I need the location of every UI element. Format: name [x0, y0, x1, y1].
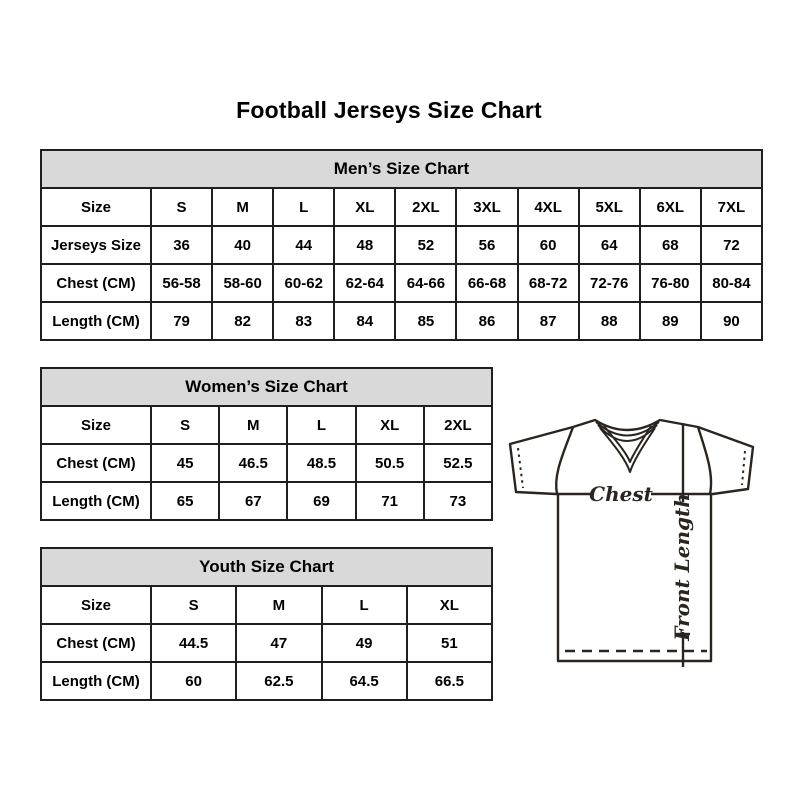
- size-value-cell: 51: [407, 624, 492, 662]
- size-value-cell: 64.5: [322, 662, 407, 700]
- mens-table-title: Men’s Size Chart: [41, 150, 762, 188]
- row-label: Size: [41, 406, 151, 444]
- table-header-row: [41, 548, 492, 586]
- page-title: Football Jerseys Size Chart: [236, 97, 542, 123]
- size-value-cell: 72-76: [579, 264, 640, 302]
- size-value-cell: 84: [334, 302, 395, 340]
- womens-table-title: Women’s Size Chart: [41, 368, 492, 406]
- size-value-cell: 49: [322, 624, 407, 662]
- size-value-cell: 76-80: [640, 264, 701, 302]
- row-label: Chest (CM): [41, 624, 151, 662]
- row-label: Length (CM): [41, 482, 151, 520]
- size-value-cell: 85: [395, 302, 456, 340]
- size-value-cell: 79: [151, 302, 212, 340]
- size-value-cell: 47: [236, 624, 321, 662]
- table-row: [41, 302, 762, 340]
- size-value-cell: 6XL: [640, 188, 701, 226]
- size-value-cell: 48: [334, 226, 395, 264]
- size-value-cell: 65: [151, 482, 219, 520]
- size-value-cell: 68-72: [518, 264, 579, 302]
- size-value-cell: 7XL: [701, 188, 762, 226]
- size-value-cell: 56: [456, 226, 517, 264]
- size-value-cell: 36: [151, 226, 212, 264]
- size-value-cell: 87: [518, 302, 579, 340]
- table-header-row: [41, 150, 762, 188]
- size-value-cell: M: [212, 188, 273, 226]
- size-value-cell: 86: [456, 302, 517, 340]
- size-value-cell: 72: [701, 226, 762, 264]
- front-length-label: Front Length: [670, 493, 694, 641]
- armhole-seam-right: [698, 427, 711, 494]
- size-value-cell: 40: [212, 226, 273, 264]
- size-value-cell: 56-58: [151, 264, 212, 302]
- table-row: [41, 662, 492, 700]
- size-value-cell: S: [151, 188, 212, 226]
- size-value-cell: 48.5: [287, 444, 355, 482]
- size-value-cell: 50.5: [356, 444, 424, 482]
- size-value-cell: 64: [579, 226, 640, 264]
- size-value-cell: 58-60: [212, 264, 273, 302]
- size-value-cell: 82: [212, 302, 273, 340]
- size-value-cell: 52.5: [424, 444, 492, 482]
- size-value-cell: 90: [701, 302, 762, 340]
- size-value-cell: 67: [219, 482, 287, 520]
- size-value-cell: 5XL: [579, 188, 640, 226]
- row-label: Chest (CM): [41, 444, 151, 482]
- size-value-cell: 88: [579, 302, 640, 340]
- row-label: Jerseys Size: [41, 226, 151, 264]
- size-value-cell: 3XL: [456, 188, 517, 226]
- table-row: [41, 624, 492, 662]
- size-value-cell: 60: [518, 226, 579, 264]
- table-row: [41, 444, 492, 482]
- size-value-cell: 60: [151, 662, 236, 700]
- size-value-cell: 44.5: [151, 624, 236, 662]
- womens-size-table: [40, 367, 493, 521]
- size-value-cell: 71: [356, 482, 424, 520]
- size-value-cell: XL: [356, 406, 424, 444]
- size-value-cell: 80-84: [701, 264, 762, 302]
- size-value-cell: L: [273, 188, 334, 226]
- table-row: [41, 406, 492, 444]
- armhole-seam-left: [556, 427, 573, 494]
- size-value-cell: 52: [395, 226, 456, 264]
- table-row: [41, 482, 492, 520]
- cuff-dotted-line-left: [518, 448, 523, 488]
- size-value-cell: 46.5: [219, 444, 287, 482]
- size-value-cell: 64-66: [395, 264, 456, 302]
- size-value-cell: M: [219, 406, 287, 444]
- size-value-cell: 60-62: [273, 264, 334, 302]
- cuff-dotted-line-right: [742, 451, 745, 485]
- size-value-cell: 4XL: [518, 188, 579, 226]
- size-value-cell: 62.5: [236, 662, 321, 700]
- size-value-cell: 68: [640, 226, 701, 264]
- size-value-cell: M: [236, 586, 321, 624]
- size-value-cell: L: [322, 586, 407, 624]
- row-label: Size: [41, 188, 151, 226]
- size-value-cell: 89: [640, 302, 701, 340]
- jersey-size-diagram: [503, 414, 767, 672]
- row-label: Size: [41, 586, 151, 624]
- table-row: [41, 586, 492, 624]
- size-value-cell: 83: [273, 302, 334, 340]
- size-value-cell: 66.5: [407, 662, 492, 700]
- size-value-cell: 2XL: [424, 406, 492, 444]
- size-value-cell: S: [151, 406, 219, 444]
- jersey-outline: [510, 420, 753, 661]
- table-row: [41, 264, 762, 302]
- size-value-cell: 45: [151, 444, 219, 482]
- youth-size-table: [40, 547, 493, 701]
- table-row: [41, 188, 762, 226]
- size-value-cell: 62-64: [334, 264, 395, 302]
- chest-label: Chest: [589, 482, 653, 506]
- size-value-cell: 2XL: [395, 188, 456, 226]
- table-row: [41, 226, 762, 264]
- youth-table-title: Youth Size Chart: [41, 548, 492, 586]
- size-value-cell: L: [287, 406, 355, 444]
- size-value-cell: XL: [407, 586, 492, 624]
- table-header-row: [41, 368, 492, 406]
- size-value-cell: XL: [334, 188, 395, 226]
- size-value-cell: 66-68: [456, 264, 517, 302]
- row-label: Chest (CM): [41, 264, 151, 302]
- size-value-cell: S: [151, 586, 236, 624]
- row-label: Length (CM): [41, 662, 151, 700]
- row-label: Length (CM): [41, 302, 151, 340]
- size-value-cell: 73: [424, 482, 492, 520]
- size-value-cell: 44: [273, 226, 334, 264]
- size-value-cell: 69: [287, 482, 355, 520]
- mens-size-table: [40, 149, 763, 341]
